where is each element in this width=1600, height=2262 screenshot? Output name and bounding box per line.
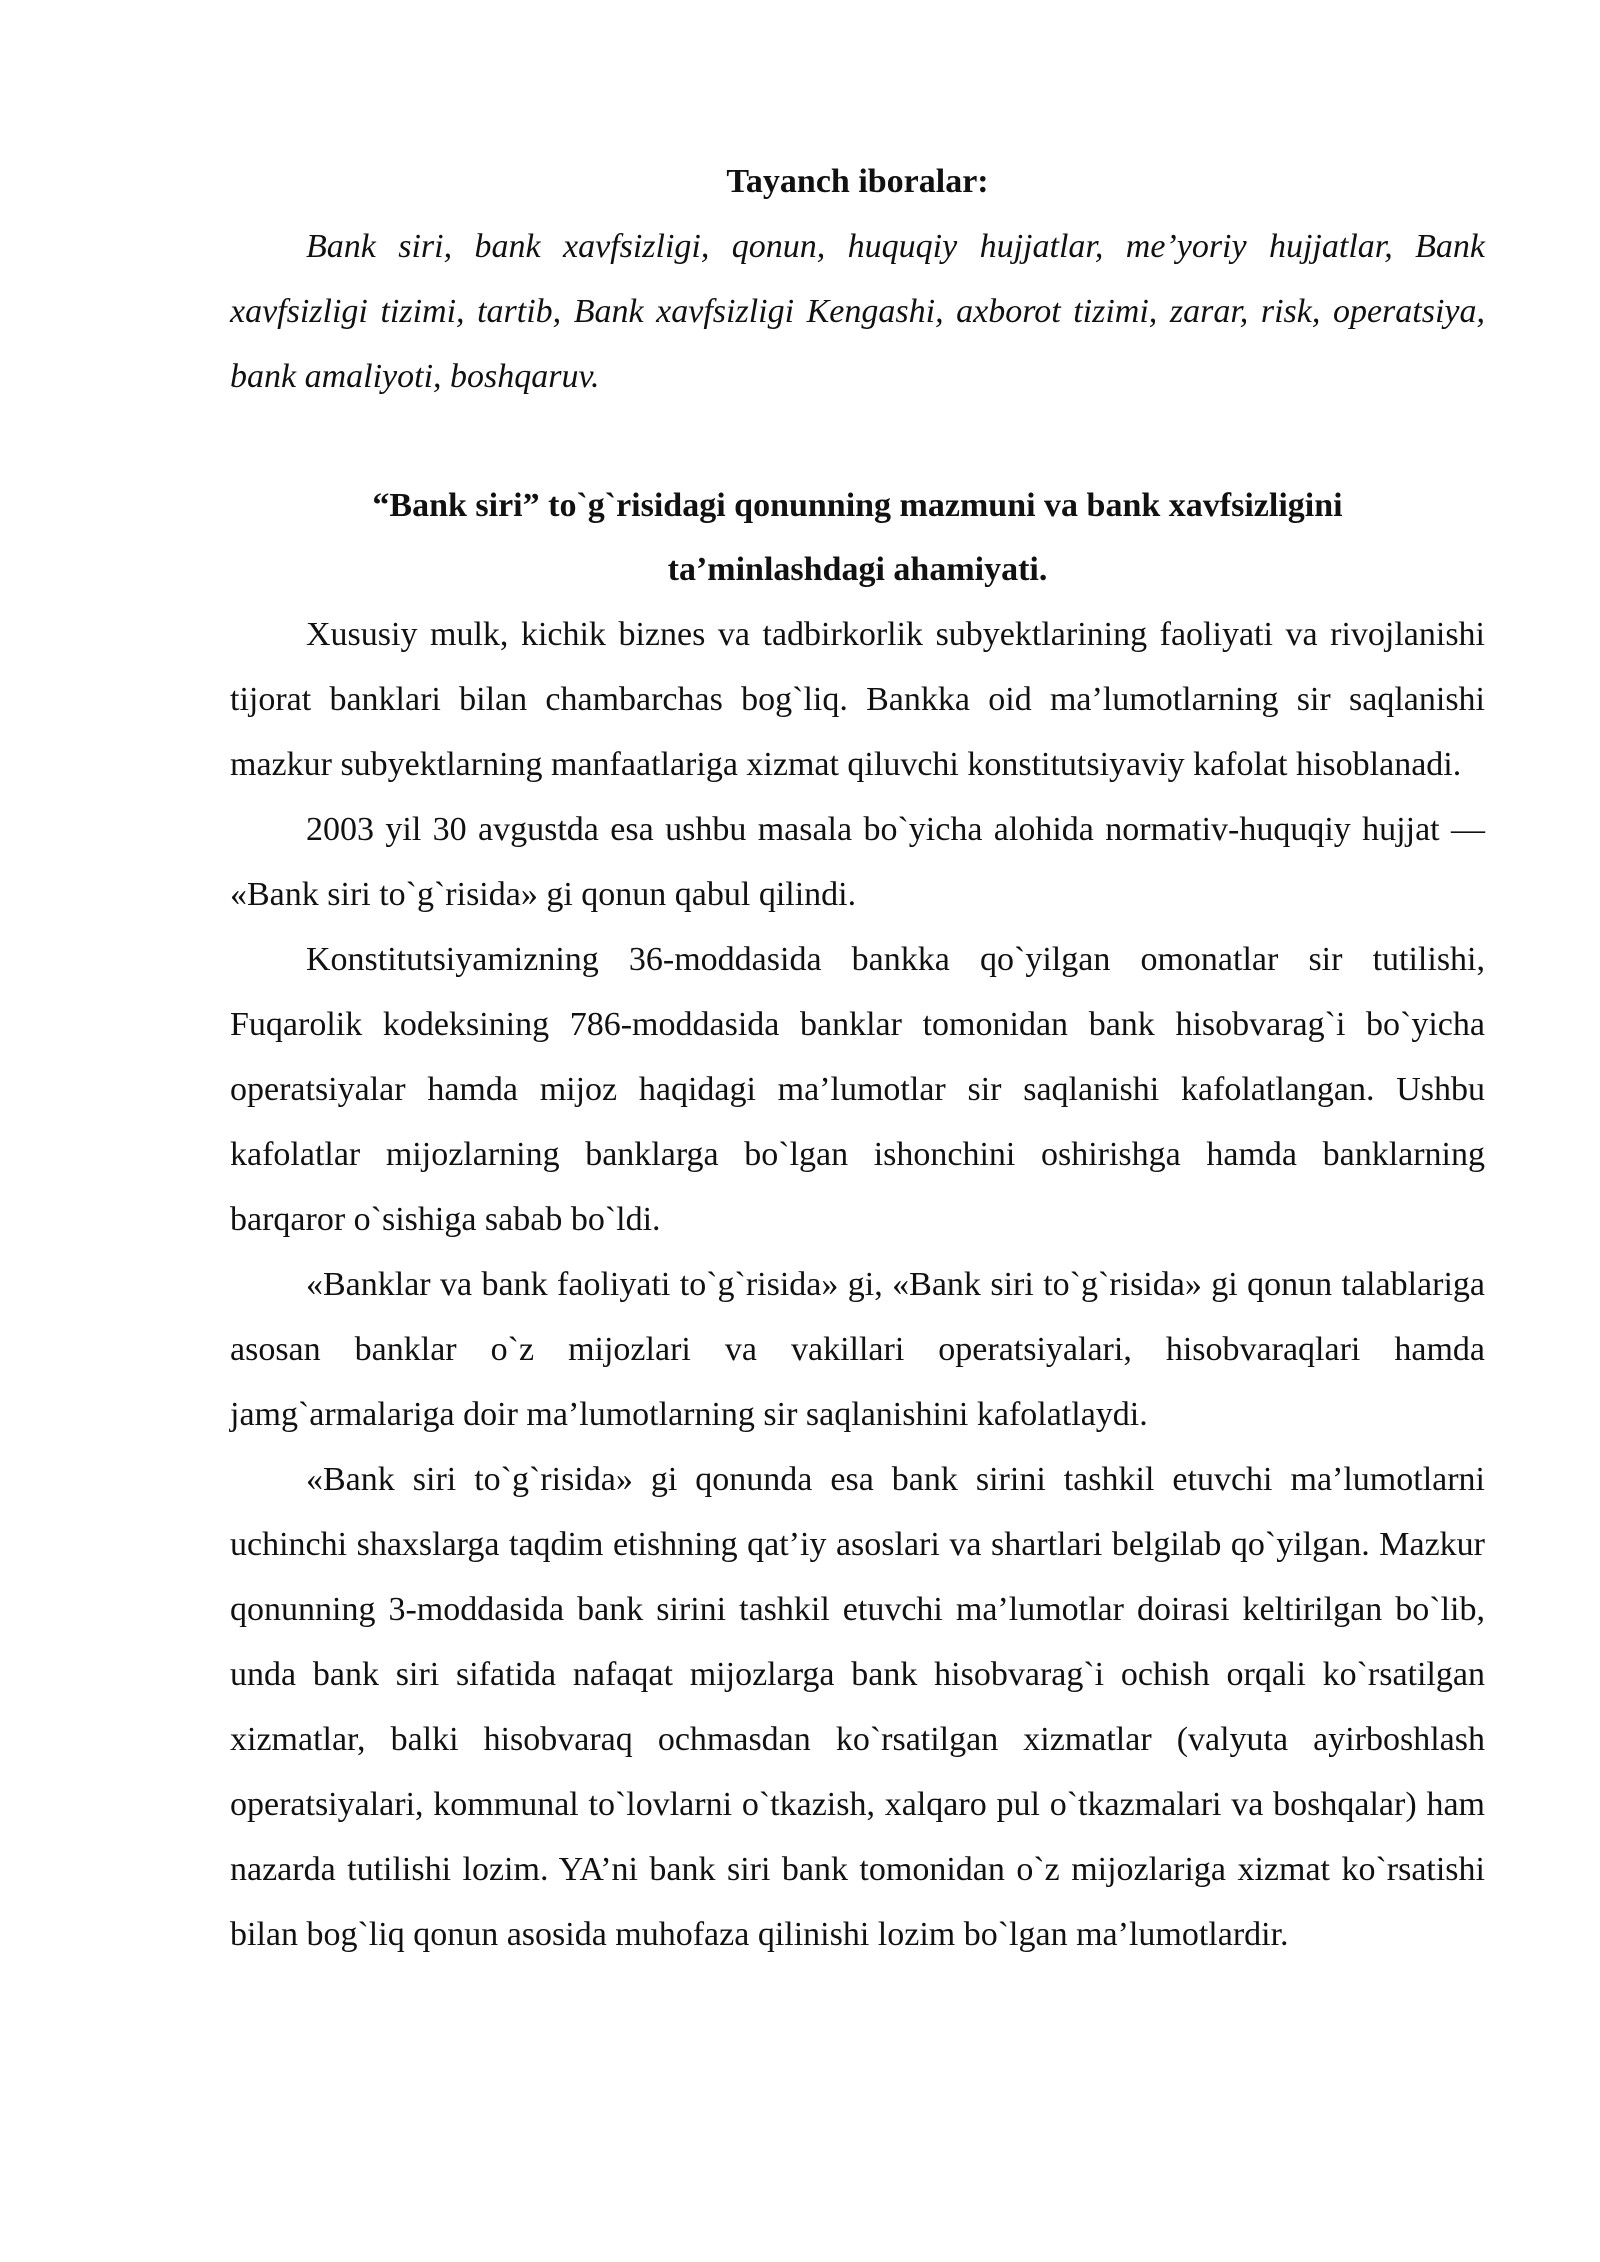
- paragraph: Xususiy mulk, kichik biznes va tadbirkorlik subyektlarining faoliyati va rivojlanishi tijorat banklari bilan chambarchas bog`liq. Bankka oid ma’lumotlarning sir saqlanishi mazkur subyektlarning manfaatlariga xizmat qiluvchi konstitutsiyaviy kafolat hisoblanadi.: [230, 616, 1485, 783]
- paragraph: «Bank siri to`g`risida» gi qonunda esa bank sirini tashkil etuvchi ma’lumotlarni uchinchi shaxslarga taqdim etishning qat’iy asoslari va shartlari belgilab qo`yilgan. Mazkur qonunning 3-moddasida bank sirini tashkil etuvchi ma’lumotlar doirasi keltirilgan bo`lib, unda bank siri sifatida nafaqat mijozlarga bank hisobvarag`i ochish orqali ko`rsatilgan xizmatlar, balki hisobvaraq ochmasdan ko`rsatilgan xizmatlar (valyuta ayirboshlash operatsiyalari, kommunal to`lovlarni o`tkazish, xalqaro pul o`tkazmalari va boshqalar) ham nazarda tutilishi lozim. YA’ni bank siri bank tomonidan o`z mijozlariga xizmat ko`rsatishi bilan bog`liq qonun asosida muhofaza qilinishi lozim bo`lgan ma’lumotlardir.: [230, 1461, 1485, 1953]
- paragraph: Konstitutsiyamizning 36-moddasida bankka qo`yilgan omonatlar sir tutilishi, Fuqarolik kodeksining 786-moddasida banklar tomonidan bank hisobvarag`i bo`yicha operatsiyalar hamda mijoz haqidagi ma’lumotlar sir saqlanishi kafolatlangan. Ushbu kafolatlar mijozlarning banklarga bo`lgan ishonchini oshirishga hamda banklarning barqaror o`sishiga sabab bo`ldi.: [230, 941, 1485, 1238]
- section-title-line-1: “Bank siri” to`g`risidagi qonunning mazmuni va bank xavfsizligini: [372, 487, 1343, 524]
- paragraph: 2003 yil 30 avgustda esa ushbu masala bo`yicha alohida normativ-huquqiy hujjat — «Bank siri to`g`risida» gi qonun qabul qilindi.: [230, 811, 1485, 913]
- keywords-text: Bank siri, bank xavfsizligi, qonun, huquqiy hujjatlar, me’yoriy hujjatlar, Bank xavfsizligi tizimi, tartib, Bank xavfsizligi Kengashi, axborot tizimi, zarar, risk, operatsiya, bank amaliyoti, boshqaruv.: [230, 228, 1485, 395]
- document-page: [230, 150, 1485, 1967]
- section-title-line-2: ta’minlashdagi ahamiyati.: [667, 551, 1048, 588]
- paragraph: «Banklar va bank faoliyati to`g`risida» gi, «Bank siri to`g`risida» gi qonun talablariga asosan banklar o`z mijozlari va vakillari operatsiyalari, hisobvaraqlari hamda jamg`armalariga doir ma’lumotlarning sir saqlanishini kafolatlaydi.: [230, 1266, 1485, 1433]
- keywords-heading: Tayanch iboralar:: [726, 163, 989, 200]
- section-title: [230, 474, 1485, 602]
